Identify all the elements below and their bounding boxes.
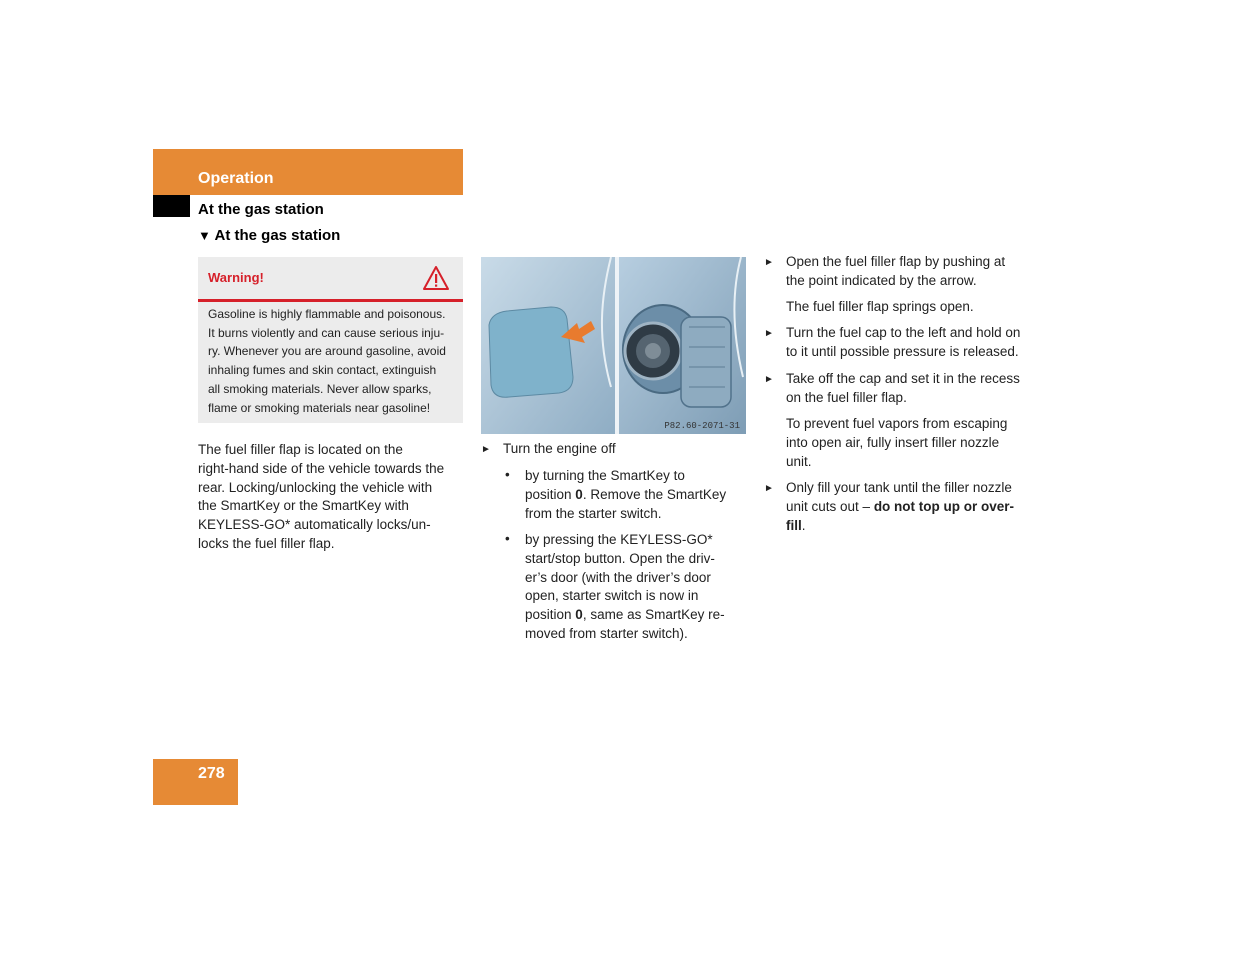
section-tab-marker [153,195,190,217]
bullet-keyless-go [525,531,745,644]
intro-line: rear. Locking/unlocking the vehicle with [198,479,433,495]
page-subtitle: At the gas station [198,201,324,218]
warning-line: It burns violently and can cause serious inju- [208,325,445,340]
warning-box [198,257,463,423]
step-fill-tank [786,479,1036,535]
warning-triangle-icon [422,265,450,291]
step-arrow-icon: ► [764,257,774,268]
step-open-flap [786,253,1036,291]
warning-line: all smoking materials. Never allow sparks, [208,381,432,396]
warning-line: flame or smoking materials near gasoline! [208,400,431,415]
intro-line: the SmartKey or the SmartKey with [198,498,409,514]
subheading [198,227,340,244]
step-line: fill. [786,517,806,533]
bullet-smartkey [525,467,745,523]
warning-line: inhaling fumes and skin contact, extinguish [208,363,437,378]
section-title: Operation [198,170,274,187]
bullet-icon: • [505,531,510,546]
fuel-flap-illustration [481,257,746,434]
warning-label: Warning! [208,270,264,285]
bullet-line: position 0. Remove the SmartKey [525,486,727,502]
step-line: Take off the cap and set it in the recess [786,371,1020,386]
intro-paragraph [198,441,463,554]
step-line: Turn the fuel cap to the left and hold on [786,325,1021,340]
bullet-line: by turning the SmartKey to [525,468,685,483]
step-line: Open the fuel filler flap by pushing at [786,254,1006,269]
step-line: unit cuts out – do not top up or over- [786,498,1015,514]
bullet-line: start/stop button. Open the driv- [525,550,715,566]
step-arrow-icon: ► [481,444,491,455]
bullet-line: from the starter switch. [525,505,662,521]
subheading-label: At the gas station [214,227,341,244]
warning-line: Gasoline is highly flammable and poisonous. [208,307,446,321]
bullet-line: by pressing the KEYLESS-GO* [525,532,713,547]
step-arrow-icon: ► [764,483,774,494]
bullet-icon: • [505,467,510,482]
fuel-flap-photo [481,257,746,434]
step-arrow-icon: ► [764,374,774,385]
bullet-line: open, starter switch is now in [525,588,699,604]
intro-line: The fuel filler flap is located on the [198,442,403,457]
bullet-line: position 0, same as SmartKey re- [525,607,725,623]
warning-line: ry. Whenever you are around gasoline, avoid [208,344,446,359]
step-take-off-cap [786,370,1036,408]
warning-text [208,305,458,417]
intro-line: KEYLESS-GO* automatically locks/un- [198,517,431,533]
page-number-box [153,759,238,805]
step-line: Only fill your tank until the filler nozzle [786,480,1012,495]
step-turn-cap [786,324,1036,362]
image-code-label: P82.60-2071-31 [664,421,740,431]
warning-header [198,257,463,302]
page-number: 278 [198,765,225,782]
note-line: To prevent fuel vapors from escaping [786,416,1008,431]
note-fuel-vapors [786,415,1036,471]
bullet-line: er’s door (with the driver’s door [525,569,711,585]
note-line: unit. [786,453,812,469]
step-line: on the fuel filler flap. [786,389,907,405]
subheading-marker-icon: ▼ [198,228,211,243]
intro-line: right-hand side of the vehicle towards the [198,460,445,476]
intro-line: locks the fuel filler flap. [198,535,335,551]
note-flap-opens: The fuel filler flap springs open. [786,299,974,314]
step-turn-engine-off: Turn the engine off [503,441,616,456]
bullet-line: moved from starter switch). [525,625,688,641]
step-arrow-icon: ► [764,328,774,339]
note-line: into open air, fully insert filler nozzle [786,434,1000,450]
step-line: the point indicated by the arrow. [786,272,977,288]
step-line: to it until possible pressure is released. [786,343,1019,359]
